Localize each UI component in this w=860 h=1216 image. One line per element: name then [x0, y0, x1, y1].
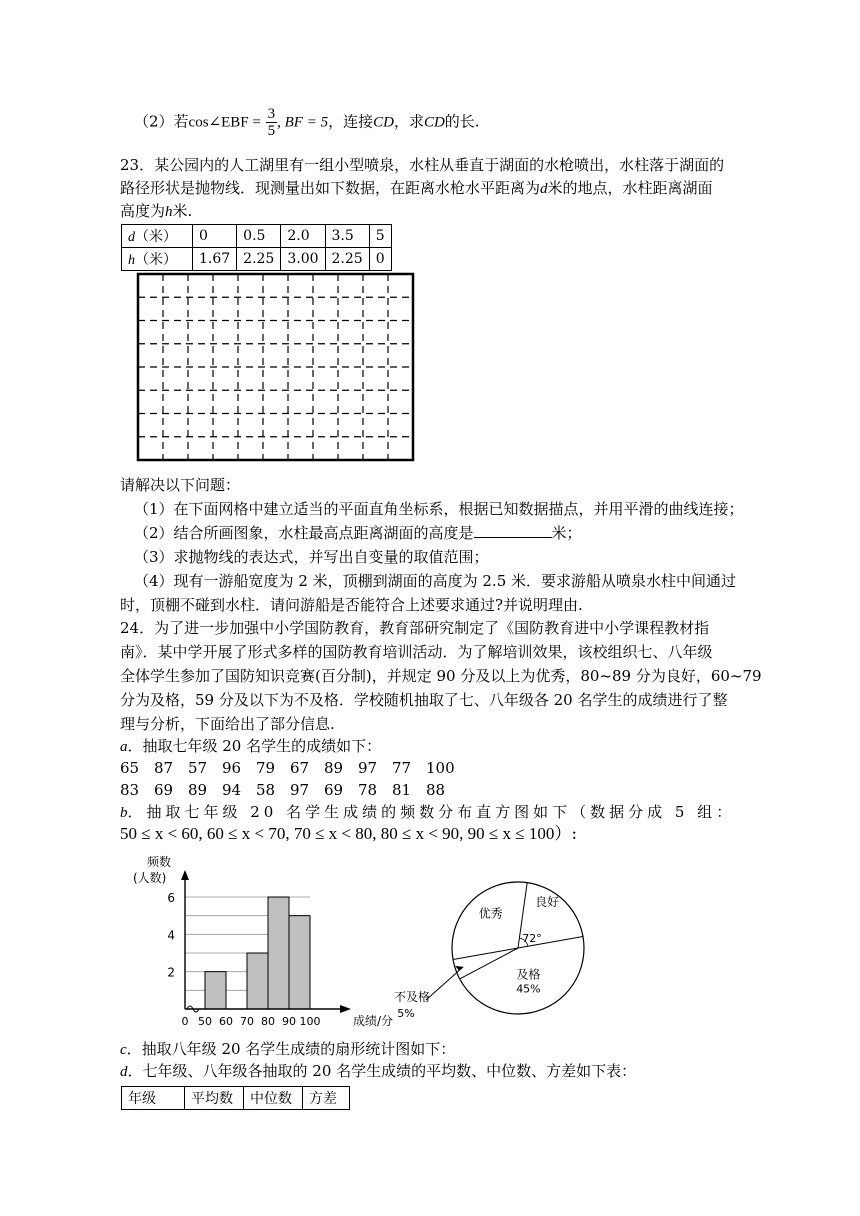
score-value: 57 — [188, 759, 208, 777]
y-axis-arrow — [181, 870, 189, 880]
coordinate-grid[interactable] — [130, 270, 420, 465]
b-intervals: 50 ≤ x < 60, 60 ≤ x < 70, 70 ≤ x < 80, 80 ≤ x < 90, 90 ≤ x ≤ 100 — [120, 824, 555, 843]
d-var: d — [128, 230, 135, 245]
q22-part2 — [134, 106, 480, 139]
table-cell: 0 — [193, 225, 237, 248]
x-tick-label: 50 — [198, 1015, 212, 1028]
q24-d-line — [120, 1060, 636, 1083]
h-header — [122, 248, 193, 271]
score-value: 96 — [222, 759, 242, 777]
hist-bar — [247, 953, 268, 1009]
grid-lines — [138, 274, 413, 460]
score-value: 79 — [256, 759, 276, 777]
score-value: 81 — [392, 781, 412, 799]
q23-var-d: d — [540, 181, 548, 197]
b-close: ）: — [554, 824, 578, 844]
q23-line3 — [120, 200, 192, 223]
score-value: 89 — [324, 759, 344, 777]
hist-bar — [289, 916, 310, 1009]
q23-p4-line1: （4）现有一游船宽度为 2 米，顶棚到湖面的高度为 2.5 米．要求游船从喷泉水柱中间通过 — [134, 572, 737, 590]
q24-line5: 理与分析，下面给出了部分信息. — [120, 715, 335, 733]
hist-bar — [205, 972, 226, 1009]
table-row — [122, 1087, 350, 1110]
cd-2: CD — [423, 114, 445, 131]
q24-line2: 南》．某中学开展了形式多样的国防教育培训活动．为了解培训效果，该校组织七、八年级 — [120, 643, 713, 661]
cd-1: CD — [373, 114, 394, 131]
score-value: 87 — [154, 759, 174, 777]
q23-p2-a: （2）结合所画图象，水柱最高点距离湖面的高度是 — [134, 524, 474, 542]
x-axis-arrow — [340, 1005, 351, 1013]
table-cell: 2.25 — [325, 248, 369, 271]
score-value: 67 — [290, 759, 310, 777]
q22-prefix: （2）若 — [134, 112, 189, 131]
q23-line2-b: 米的地点，水柱距离湖面 — [547, 179, 713, 197]
q22-rest2: ，求 — [393, 112, 424, 131]
d-header — [122, 225, 193, 248]
score-value: 69 — [154, 781, 174, 799]
dh-data-table — [121, 224, 392, 271]
pie-percent-pass: 45% — [516, 982, 541, 996]
q24-line4: 分为及格，59 分及以下为不及格．学校随机抽取了七、八年级各 20 名学生的成绩进行了整 — [120, 691, 728, 709]
pie-group — [394, 882, 584, 1020]
pie-chart — [390, 858, 600, 1033]
pie-label-good: 良好 — [535, 894, 560, 909]
table-header: 方差 — [303, 1087, 350, 1110]
table-header: 中位数 — [244, 1087, 303, 1110]
q23-line3-a: 高度为 — [120, 202, 166, 220]
table-row — [122, 248, 392, 271]
y-tick-label: 4 — [167, 928, 175, 943]
q24-b-line — [120, 801, 735, 824]
q23-p1: （1）在下面网格中建立适当的平面直角坐标系，根据已知数据描点，并用平滑的曲线连接； — [134, 500, 744, 518]
a-text: ．抽取七年级 20 名学生的成绩如下： — [127, 737, 382, 755]
x-tick-label: 60 — [219, 1015, 233, 1028]
scores-row-1 — [120, 757, 460, 779]
answer-blank[interactable] — [474, 523, 552, 538]
q23-line3-b: 米. — [172, 202, 193, 220]
h-unit: （米） — [135, 252, 177, 268]
score-value: 88 — [426, 781, 446, 799]
table-cell: 5 — [369, 225, 391, 248]
x-tick-label: 100 — [299, 1015, 321, 1028]
score-value: 100 — [426, 759, 455, 777]
q23-var-h: h — [165, 204, 173, 220]
pie-angle-label: 72° — [522, 932, 542, 945]
frac-denominator: 5 — [267, 123, 276, 139]
q23-p4-line2: 时，顶棚不碰到水柱．请问游船是否能符合上述要求通过?并说明理由. — [120, 596, 583, 614]
pie-percent-fail: 5% — [397, 1007, 415, 1020]
score-value: 69 — [324, 781, 344, 799]
d-label: d — [120, 1064, 128, 1080]
table-header: 年级 — [122, 1087, 185, 1110]
bf-expr: , BF = 5 — [277, 114, 329, 131]
y-tick-label: 6 — [167, 891, 175, 905]
x-tick-label: 90 — [282, 1015, 296, 1028]
q24-line3: 全体学生参加了国防知识竞赛(百分制)，并规定 90 分及以上为优秀，80~89 分为良好，60~79 — [120, 667, 762, 685]
table-cell: 0 — [369, 248, 391, 271]
a-label: a — [120, 739, 128, 755]
score-value: 97 — [290, 781, 310, 799]
q23-prompt: 请解决以下问题： — [120, 476, 241, 494]
score-value: 58 — [256, 781, 276, 799]
q23-p2-b: 米； — [551, 524, 582, 542]
y-tick-label: 2 — [167, 965, 175, 980]
q24-line1: 24．为了进一步加强中小学国防教育，教育部研究制定了《国防教育进中小学课程教材指 — [120, 619, 710, 637]
q23-p2 — [134, 522, 582, 544]
fraction — [266, 106, 278, 139]
scores-row-2 — [120, 779, 460, 801]
score-value: 97 — [358, 759, 378, 777]
q23-line2-a: 路径形状是抛物线．现测量出如下数据，在距离水枪水平距离为 — [120, 179, 541, 197]
q22-rest: ，连接 — [328, 112, 374, 131]
q24-c-line — [120, 1038, 455, 1061]
table-cell: 0.5 — [237, 225, 281, 248]
table-cell: 1.67 — [193, 248, 237, 271]
q23-line2 — [120, 177, 713, 200]
score-value: 65 — [120, 759, 140, 777]
score-value: 83 — [120, 781, 140, 799]
q23-line1: 23．某公园内的人工湖里有一组小型喷泉，水柱从垂直于湖面的水枪喷出，水柱落于湖面的 — [120, 156, 725, 174]
q23-p3: （3）求抛物线的表达式，并写出自变量的取值范围； — [134, 548, 489, 566]
b-label: b — [120, 805, 128, 821]
y-axis-label-2: (人数) — [133, 871, 167, 885]
x-tick-label: 80 — [261, 1015, 275, 1028]
fail-pointer-line — [426, 967, 463, 1000]
score-value: 89 — [188, 781, 208, 799]
c-text: ．抽取八年级 20 名学生成绩的扇形统计图如下： — [126, 1040, 456, 1058]
pie-label-fail: 不及格 — [393, 990, 431, 1004]
q22-end: 的长. — [444, 112, 480, 131]
histogram-group — [133, 854, 393, 1028]
q24-a-line — [120, 735, 381, 758]
hist-bar — [268, 897, 289, 1009]
h-var: h — [128, 253, 135, 268]
histogram-chart — [125, 852, 394, 1032]
y-axis-label-1: 频数 — [147, 855, 172, 869]
cos-expr: cos∠EBF = — [188, 114, 261, 131]
q24-b-intervals — [120, 823, 577, 845]
c-label: c — [120, 1042, 127, 1058]
table-row — [122, 225, 392, 248]
pie-label-excellent: 优秀 — [478, 906, 503, 921]
x-axis-label: 成绩/分 — [353, 1014, 394, 1028]
score-value: 94 — [222, 781, 242, 799]
d-unit: （米） — [135, 229, 177, 245]
x-tick-label: 0 — [181, 1015, 189, 1028]
frac-numerator: 3 — [267, 106, 276, 122]
x-tick-label: 70 — [240, 1015, 254, 1028]
d-text: ．七年级、八年级各抽取的 20 名学生成绩的平均数、中位数、方差如下表： — [127, 1062, 637, 1080]
table-header: 平均数 — [185, 1087, 244, 1110]
summary-table — [121, 1086, 350, 1110]
score-value: 77 — [392, 759, 412, 777]
score-value: 78 — [358, 781, 378, 799]
pie-label-pass: 及格 — [516, 967, 541, 982]
table-cell: 3.00 — [281, 248, 325, 271]
table-cell: 2.25 — [237, 248, 281, 271]
table-cell: 3.5 — [325, 225, 369, 248]
b-text: ．抽取七年级 20 名学生成绩的频数分布直方图如下（数据分成 5 组： — [127, 803, 736, 821]
table-cell: 2.0 — [281, 225, 325, 248]
